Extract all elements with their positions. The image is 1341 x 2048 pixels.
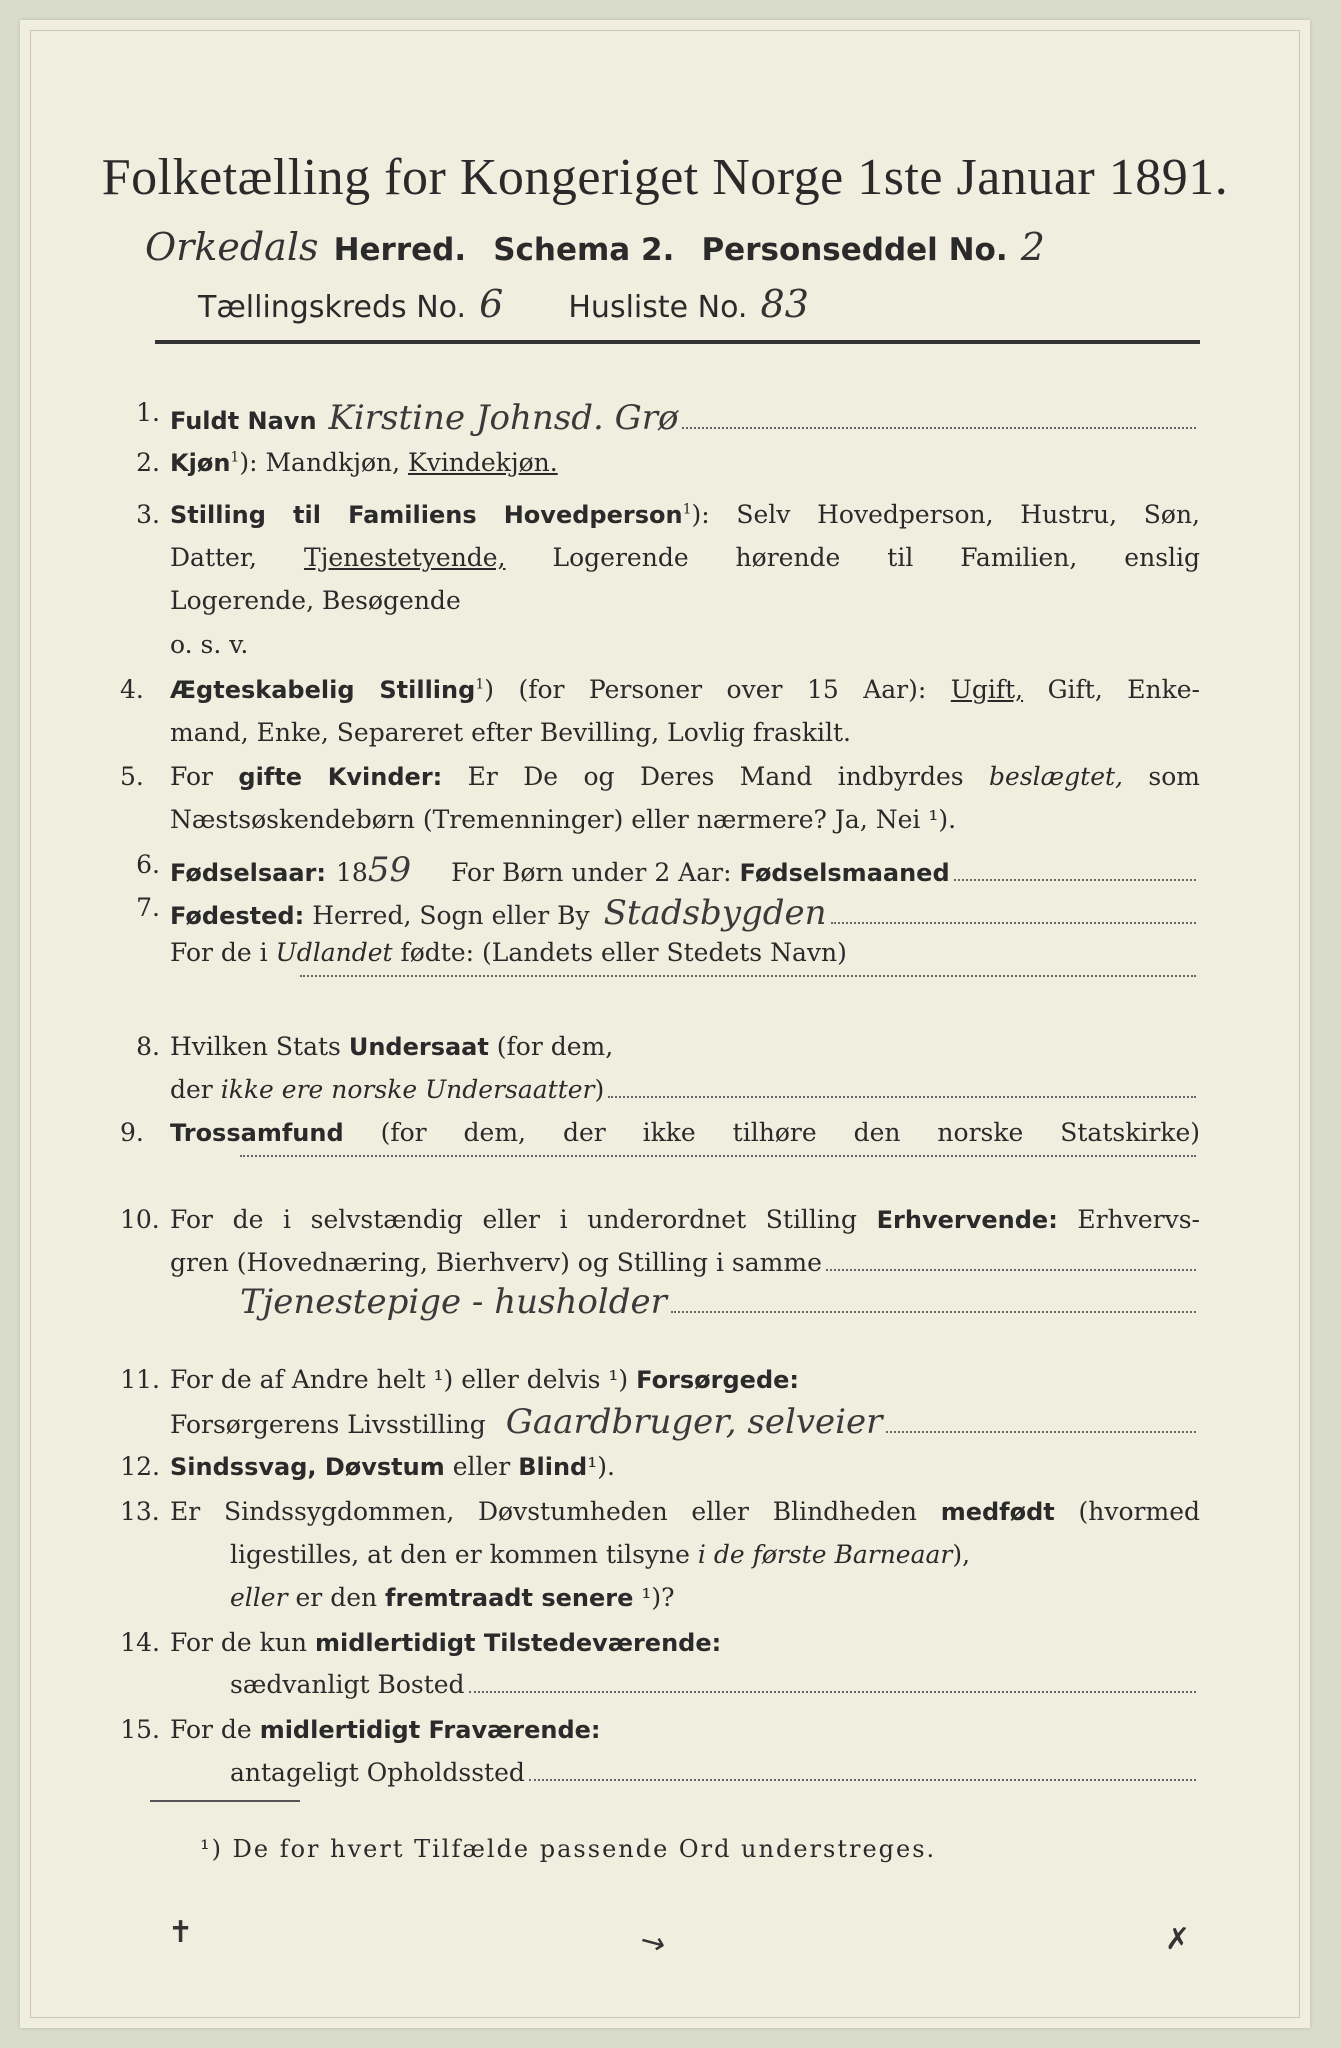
full-name-label: Fuldt Navn — [170, 407, 317, 435]
question-number: 2. — [136, 448, 160, 477]
question-3 — [136, 500, 1200, 529]
schema-label: Schema 2. — [493, 232, 675, 268]
disability-label: Sindssvag, Døvstum — [170, 1453, 445, 1481]
congenital-label: medfødt — [940, 1498, 1055, 1526]
nationality-label: Undersaat — [348, 1033, 489, 1061]
option-text: For de i — [170, 938, 268, 967]
blind-label: Blind — [518, 1453, 588, 1481]
option-text: For — [170, 762, 213, 791]
footnote: ¹) De for hvert Tilfælde passende Ord understreges. — [200, 1835, 937, 1863]
option-text: For de i selvstændig eller i underordnet Stilling — [170, 1205, 858, 1234]
question-5 — [120, 762, 1200, 791]
marital-status-label: Ægteskabelig Stilling — [170, 676, 476, 704]
question-4-line-2: mand, Enke, Separeret efter Bevilling, Lovlig fraskilt. — [170, 718, 851, 747]
header-row-herred — [145, 225, 1310, 269]
herred-label: Herred. — [333, 232, 467, 268]
option-text: beslægtet, — [989, 762, 1123, 791]
question-10 — [120, 1205, 1200, 1234]
question-number: 6. — [136, 850, 160, 879]
option-text: ¹)? — [641, 1583, 675, 1612]
question-13-line-3 — [170, 1583, 1260, 1612]
question-15-line-2 — [170, 1758, 1200, 1787]
birthplace-answer: Stadsbygden — [603, 893, 827, 933]
question-13-line-2 — [170, 1540, 1200, 1569]
question-number: 13. — [120, 1497, 160, 1526]
footnote-marker: 1 — [475, 676, 485, 693]
question-7 — [136, 893, 1200, 933]
family-position-label: Stilling til Familiens Hovedperson — [170, 501, 683, 529]
question-number: 9. — [120, 1118, 144, 1147]
sex-label: Kjøn — [170, 449, 231, 477]
temporarily-absent-label: midlertidigt Fraværende: — [259, 1716, 601, 1744]
option-text: som — [1148, 762, 1200, 791]
question-7-blank-line — [170, 975, 1200, 1005]
question-2 — [136, 448, 1200, 477]
option-text: ) — [594, 1075, 605, 1104]
header-row-kreds — [198, 282, 1310, 326]
birth-year-prefix: 18 — [336, 858, 368, 887]
question-13 — [120, 1497, 1200, 1526]
pencil-mark-icon: ↘ — [632, 1921, 673, 1964]
dependents-label: Forsørgede: — [636, 1366, 800, 1394]
question-14 — [120, 1628, 1200, 1657]
option-text: ikke ere norske Undersaatter — [220, 1075, 595, 1104]
option-text: For Børn under 2 Aar: — [451, 858, 732, 887]
pencil-mark-icon: ✗ — [1165, 1922, 1191, 1957]
footnote-marker: 1 — [682, 501, 692, 518]
option-text: Herred, Sogn eller By — [312, 901, 590, 930]
marital-status-selected: Ugift, — [950, 675, 1024, 704]
option-text: ligestilles, at den er kommen tilsyne — [230, 1540, 690, 1569]
question-number: 3. — [136, 500, 160, 529]
full-name-answer: Kirstine Johnsd. Grø — [328, 398, 679, 438]
question-12 — [120, 1452, 1200, 1481]
option-text: eller — [452, 1452, 511, 1481]
question-number: 15. — [120, 1715, 160, 1744]
question-15 — [120, 1715, 1200, 1744]
birth-year-answer: 59 — [367, 850, 412, 890]
option-text: For de af Andre helt ¹) eller delvis ¹) — [170, 1365, 629, 1394]
sex-options: ): Mandkjøn, — [239, 448, 401, 477]
question-9 — [120, 1118, 1200, 1147]
question-number: 12. — [120, 1452, 160, 1481]
question-number: 10. — [120, 1205, 160, 1234]
option-text: For de — [170, 1715, 252, 1744]
option-text: antageligt Opholdssted — [230, 1758, 525, 1787]
option-text: Er Sindssygdommen, Døvstumheden eller Blindheden — [170, 1497, 917, 1526]
husliste-number: 83 — [760, 282, 809, 326]
form-title: Folketælling for Kongeriget Norge 1ste Januar 1891. — [101, 149, 1229, 206]
married-women-label: gifte Kvinder: — [238, 763, 443, 791]
question-5-line-2: Næstsøskendebørn (Tremenninger) eller nærmere? Ja, Nei ¹). — [170, 805, 957, 834]
question-14-line-2 — [170, 1670, 1200, 1699]
option-text: ), — [952, 1540, 971, 1569]
census-form-sheet — [20, 20, 1310, 2028]
sex-selected: Kvindekjøn. — [408, 448, 558, 477]
option-text: i de første Barneaar — [697, 1540, 953, 1569]
option-text: der — [170, 1075, 213, 1104]
family-position-selected: Tjenestetyende, — [303, 543, 506, 572]
footnote-marker: 1 — [230, 449, 240, 466]
taellingskreds-number: 6 — [479, 282, 504, 326]
question-number: 14. — [120, 1628, 160, 1657]
pencil-mark-icon: ✝ — [168, 1915, 194, 1950]
question-10-line-3 — [170, 1282, 1200, 1322]
option-text: Datter, — [170, 543, 257, 572]
occupation-label: Erhvervende: — [876, 1206, 1058, 1234]
option-text: Er De og Deres Mand indbyrdes — [467, 762, 964, 791]
acquired-later-label: fremtraadt senere — [385, 1584, 634, 1612]
option-text: gren (Hovednæring, Bierhverv) og Stilling i samme — [170, 1248, 822, 1277]
husliste-label: Husliste No. — [568, 290, 748, 325]
question-3-line-2 — [170, 543, 1200, 572]
question-6 — [136, 850, 1200, 890]
herred-name: Orkedals — [145, 225, 319, 269]
option-text: sædvanligt Bosted — [230, 1670, 465, 1699]
birthplace-label: Fødested: — [170, 902, 305, 930]
question-3-line-4: o. s. v. — [170, 630, 249, 659]
option-text: (hvormed — [1078, 1497, 1200, 1526]
question-8-line-2 — [170, 1075, 1200, 1104]
temporarily-present-label: midlertidigt Tilstedeværende: — [314, 1629, 722, 1657]
footnote-divider — [150, 1800, 300, 1802]
question-7-line-2 — [170, 938, 1200, 967]
header-divider — [155, 340, 1200, 344]
personseddel-label: Personseddel No. — [701, 232, 1008, 268]
question-number: 7. — [136, 893, 160, 922]
option-text: Udlandet — [275, 938, 393, 967]
question-4 — [120, 675, 1200, 704]
taellingskreds-label: Tællingskreds No. — [198, 290, 466, 325]
question-number: 5. — [120, 762, 144, 791]
religion-label: Trossamfund — [170, 1119, 344, 1147]
option-text: fødte: (Landets eller Stedets Navn) — [400, 938, 847, 967]
option-text: ¹). — [587, 1452, 615, 1481]
option-text: Hvilken Stats — [170, 1032, 341, 1061]
option-text: Logerende hørende til Familien, enslig — [552, 543, 1201, 572]
occupation-answer: Tjenestepige - husholder — [240, 1282, 667, 1322]
question-number: 8. — [136, 1032, 160, 1061]
question-number: 1. — [136, 398, 160, 427]
question-1 — [136, 398, 1200, 438]
option-text: (for dem, — [496, 1032, 614, 1061]
question-9-blank-line — [170, 1155, 1200, 1185]
family-position-options: ): Selv Hovedperson, Hustru, Søn, — [691, 500, 1200, 529]
birth-year-label: Fødselsaar: — [170, 859, 326, 887]
question-3-line-3: Logerende, Besøgende — [170, 586, 461, 615]
option-text: (for dem, der ikke tilhøre den norske Statskirke) — [380, 1118, 1200, 1147]
question-11-line-2 — [170, 1402, 1200, 1442]
option-text: Gift, Enke- — [1047, 675, 1200, 704]
option-text: Forsørgerens Livsstilling — [170, 1410, 486, 1439]
question-number: 11. — [120, 1365, 160, 1394]
question-8 — [136, 1032, 1200, 1061]
option-text: For de kun — [170, 1628, 308, 1657]
option-text: Erhvervs- — [1077, 1205, 1200, 1234]
question-10-line-2 — [170, 1248, 1200, 1277]
option-text: eller — [230, 1583, 288, 1612]
provider-occupation-answer: Gaardbruger, selveier — [505, 1402, 883, 1442]
option-text: ) (for Personer over 15 Aar): — [484, 675, 927, 704]
question-11 — [120, 1365, 1200, 1394]
option-text: er den — [295, 1583, 378, 1612]
birth-month-label: Fødselsmaaned — [739, 859, 950, 887]
question-number: 4. — [120, 675, 144, 704]
personseddel-number: 2 — [1020, 225, 1045, 269]
